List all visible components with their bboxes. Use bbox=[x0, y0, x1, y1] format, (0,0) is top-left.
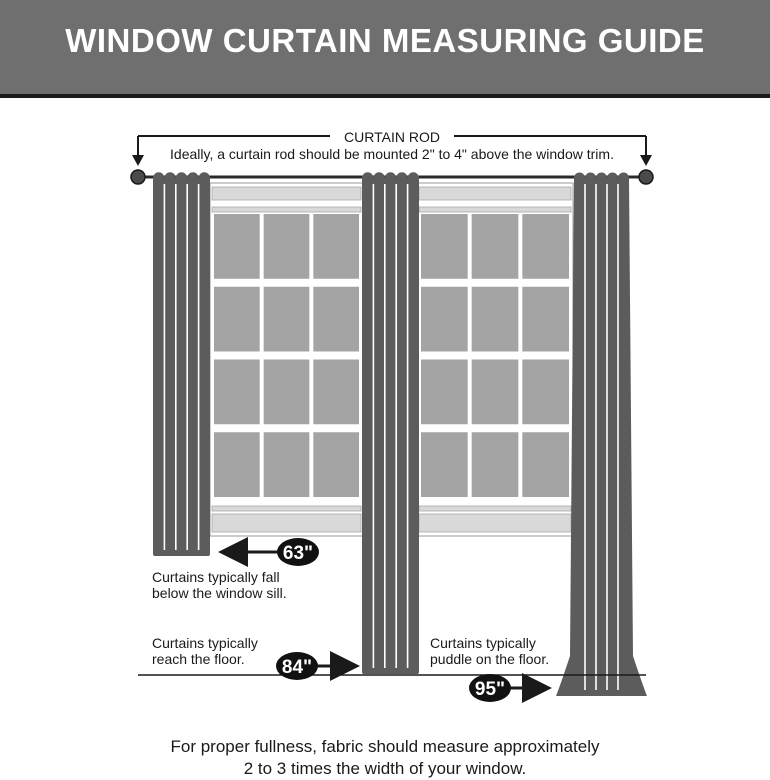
window-trim bbox=[419, 187, 571, 200]
window-pane bbox=[421, 360, 468, 425]
length-marker-63 bbox=[224, 538, 319, 566]
length-marker-84 bbox=[276, 652, 354, 680]
curtain-ring bbox=[164, 172, 175, 183]
window-pane bbox=[522, 287, 569, 352]
footer-note bbox=[0, 736, 770, 780]
window-right bbox=[417, 183, 573, 536]
window-trim bbox=[419, 207, 571, 212]
window-pane bbox=[214, 360, 260, 425]
page-title: WINDOW CURTAIN MEASURING GUIDE bbox=[65, 22, 705, 59]
curtain-ring bbox=[385, 172, 396, 183]
curtain-ring bbox=[199, 172, 210, 183]
window-pane bbox=[421, 287, 468, 352]
window-pane bbox=[421, 432, 468, 497]
curtain-ring bbox=[408, 172, 419, 183]
curtain-ring bbox=[176, 172, 187, 183]
caption-63-line2: below the window sill. bbox=[152, 585, 287, 601]
caption-84-line2: reach the floor. bbox=[152, 651, 245, 667]
window-pane bbox=[421, 214, 468, 279]
window-pane bbox=[313, 360, 359, 425]
window-pane bbox=[522, 214, 569, 279]
curtain-left-63 bbox=[153, 172, 210, 556]
curtain-ring bbox=[153, 172, 164, 183]
badge-84-text: 84" bbox=[281, 657, 313, 678]
window-pane bbox=[313, 432, 359, 497]
window-pane bbox=[522, 432, 569, 497]
badge-95-text: 95" bbox=[474, 679, 506, 700]
window-pane bbox=[264, 287, 310, 352]
window-pane bbox=[472, 432, 519, 497]
rod-label: CURTAIN ROD bbox=[344, 129, 440, 145]
window-pane bbox=[313, 214, 359, 279]
caption-63-line1: Curtains typically fall bbox=[152, 569, 280, 585]
window-pane bbox=[214, 432, 260, 497]
caption-84-line1: Curtains typically bbox=[152, 635, 258, 651]
length-marker-95 bbox=[469, 674, 546, 702]
window-left bbox=[210, 183, 363, 536]
curtain-fabric bbox=[153, 178, 210, 556]
window-pane bbox=[264, 360, 310, 425]
curtain-ring bbox=[362, 172, 373, 183]
curtain-ring bbox=[596, 173, 607, 184]
rod-note: Ideally, a curtain rod should be mounted 2" to 4" above the window trim. bbox=[170, 146, 614, 162]
window-pane bbox=[214, 214, 260, 279]
curtain-ring bbox=[607, 173, 618, 184]
window-trim bbox=[212, 187, 361, 200]
window-pane bbox=[472, 360, 519, 425]
curtain-fabric bbox=[362, 178, 419, 674]
curtain-ring bbox=[618, 173, 629, 184]
window-pane bbox=[264, 214, 310, 279]
window-pane bbox=[214, 287, 260, 352]
curtain-ring bbox=[574, 173, 585, 184]
curtain-center-84 bbox=[362, 172, 419, 674]
window-trim bbox=[212, 207, 361, 212]
caption-95-line2: puddle on the floor. bbox=[430, 651, 550, 667]
window-pane bbox=[472, 287, 519, 352]
footer-line2: 2 to 3 times the width of your window. bbox=[243, 759, 527, 778]
window-trim bbox=[212, 514, 361, 532]
curtain-ring bbox=[396, 172, 407, 183]
curtain-ring bbox=[187, 172, 198, 183]
caption-95-line1: Curtains typically bbox=[430, 635, 536, 651]
curtain-ring bbox=[585, 173, 596, 184]
window-pane bbox=[522, 360, 569, 425]
window-trim bbox=[212, 506, 361, 511]
badge-63-text: 63" bbox=[282, 543, 314, 564]
window-pane bbox=[472, 214, 519, 279]
curtain-ring bbox=[373, 172, 384, 183]
window-trim bbox=[419, 506, 571, 511]
window-trim bbox=[419, 514, 571, 532]
window-pane bbox=[313, 287, 359, 352]
window-pane bbox=[264, 432, 310, 497]
footer-line1: For proper fullness, fabric should measure approximately bbox=[170, 737, 600, 756]
